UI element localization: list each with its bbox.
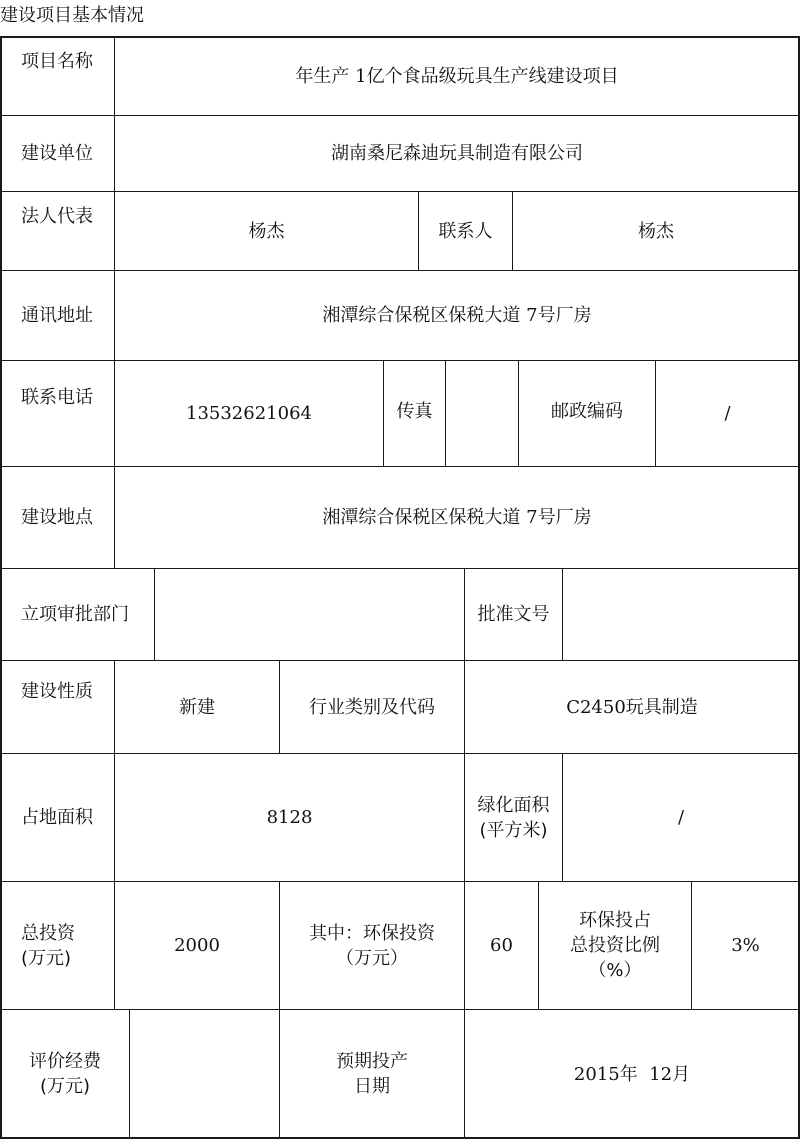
address-value: 湘潭综合保税区保税大道 7号厂房 xyxy=(114,270,800,361)
production-date-value: 2015年 12月 xyxy=(464,1009,800,1139)
area-label: 占地面积 xyxy=(0,753,115,882)
construction-unit-label: 建设单位 xyxy=(0,115,115,192)
env-investment-label xyxy=(279,881,465,1010)
legal-rep-label: 法人代表 xyxy=(0,191,115,271)
total-investment-value: 2000 xyxy=(114,881,280,1010)
production-date-label-line-1: 预期投产 xyxy=(336,1051,408,1072)
env-ratio-label-line-2: 总投资比例 xyxy=(570,935,660,956)
total-investment-label-line-2: (万元) xyxy=(21,947,72,969)
green-area-label-line-1: 绿化面积 xyxy=(477,794,550,816)
nature-label: 建设性质 xyxy=(0,660,115,754)
approval-dept-value xyxy=(154,568,465,661)
document-title: 建设项目基本情况 xyxy=(0,5,144,26)
evaluation-fee-label-line-2: (万元) xyxy=(39,1076,91,1097)
construction-unit-value: 湖南桑尼森迪玩具制造有限公司 xyxy=(114,115,800,192)
industry-label: 行业类别及代码 xyxy=(279,660,465,754)
env-ratio-label-line-3: （%） xyxy=(588,960,642,981)
green-area-label-line-2: (平方米) xyxy=(479,819,548,841)
total-investment-label xyxy=(0,881,115,1010)
production-date-label-line-2: 日期 xyxy=(354,1076,390,1097)
area-value: 8128 xyxy=(114,753,465,882)
site-value: 湘潭综合保税区保税大道 7号厂房 xyxy=(114,466,800,569)
site-label: 建设地点 xyxy=(0,466,115,569)
contact-value: 杨杰 xyxy=(512,191,800,271)
green-area-value: / xyxy=(562,753,800,882)
evaluation-fee-value xyxy=(129,1009,280,1139)
phone-value: 13532621064 xyxy=(114,360,384,467)
env-investment-label-line-1: 其中：环保投资 xyxy=(309,922,435,944)
total-investment-label-line-1: 总投资 xyxy=(21,922,75,944)
industry-value: C2450玩具制造 xyxy=(464,660,800,754)
evaluation-fee-label xyxy=(0,1009,130,1139)
fax-value xyxy=(445,360,519,467)
project-name-label: 项目名称 xyxy=(0,36,115,116)
phone-label: 联系电话 xyxy=(0,360,115,467)
approval-dept-label: 立项审批部门 xyxy=(0,568,155,661)
env-investment-label-line-2: （万元） xyxy=(336,947,408,969)
postcode-label: 邮政编码 xyxy=(518,360,656,467)
env-investment-value: 60 xyxy=(464,881,539,1010)
address-label: 通讯地址 xyxy=(0,270,115,361)
fax-label: 传真 xyxy=(383,360,446,467)
approval-number-value xyxy=(562,568,800,661)
postcode-value: / xyxy=(655,360,800,467)
project-name-value: 年生产 1亿个食品级玩具生产线建设项目 xyxy=(114,36,800,116)
project-info-table xyxy=(0,36,800,1139)
production-date-label xyxy=(279,1009,465,1139)
env-ratio-label xyxy=(538,881,692,1010)
contact-label: 联系人 xyxy=(418,191,513,271)
legal-rep-value: 杨杰 xyxy=(114,191,419,271)
env-ratio-value: 3% xyxy=(691,881,800,1010)
evaluation-fee-label-line-1: 评价经费 xyxy=(29,1051,101,1072)
approval-number-label: 批准文号 xyxy=(464,568,563,661)
env-ratio-label-line-1: 环保投占 xyxy=(579,910,651,931)
nature-value: 新建 xyxy=(114,660,280,754)
green-area-label xyxy=(464,753,563,882)
